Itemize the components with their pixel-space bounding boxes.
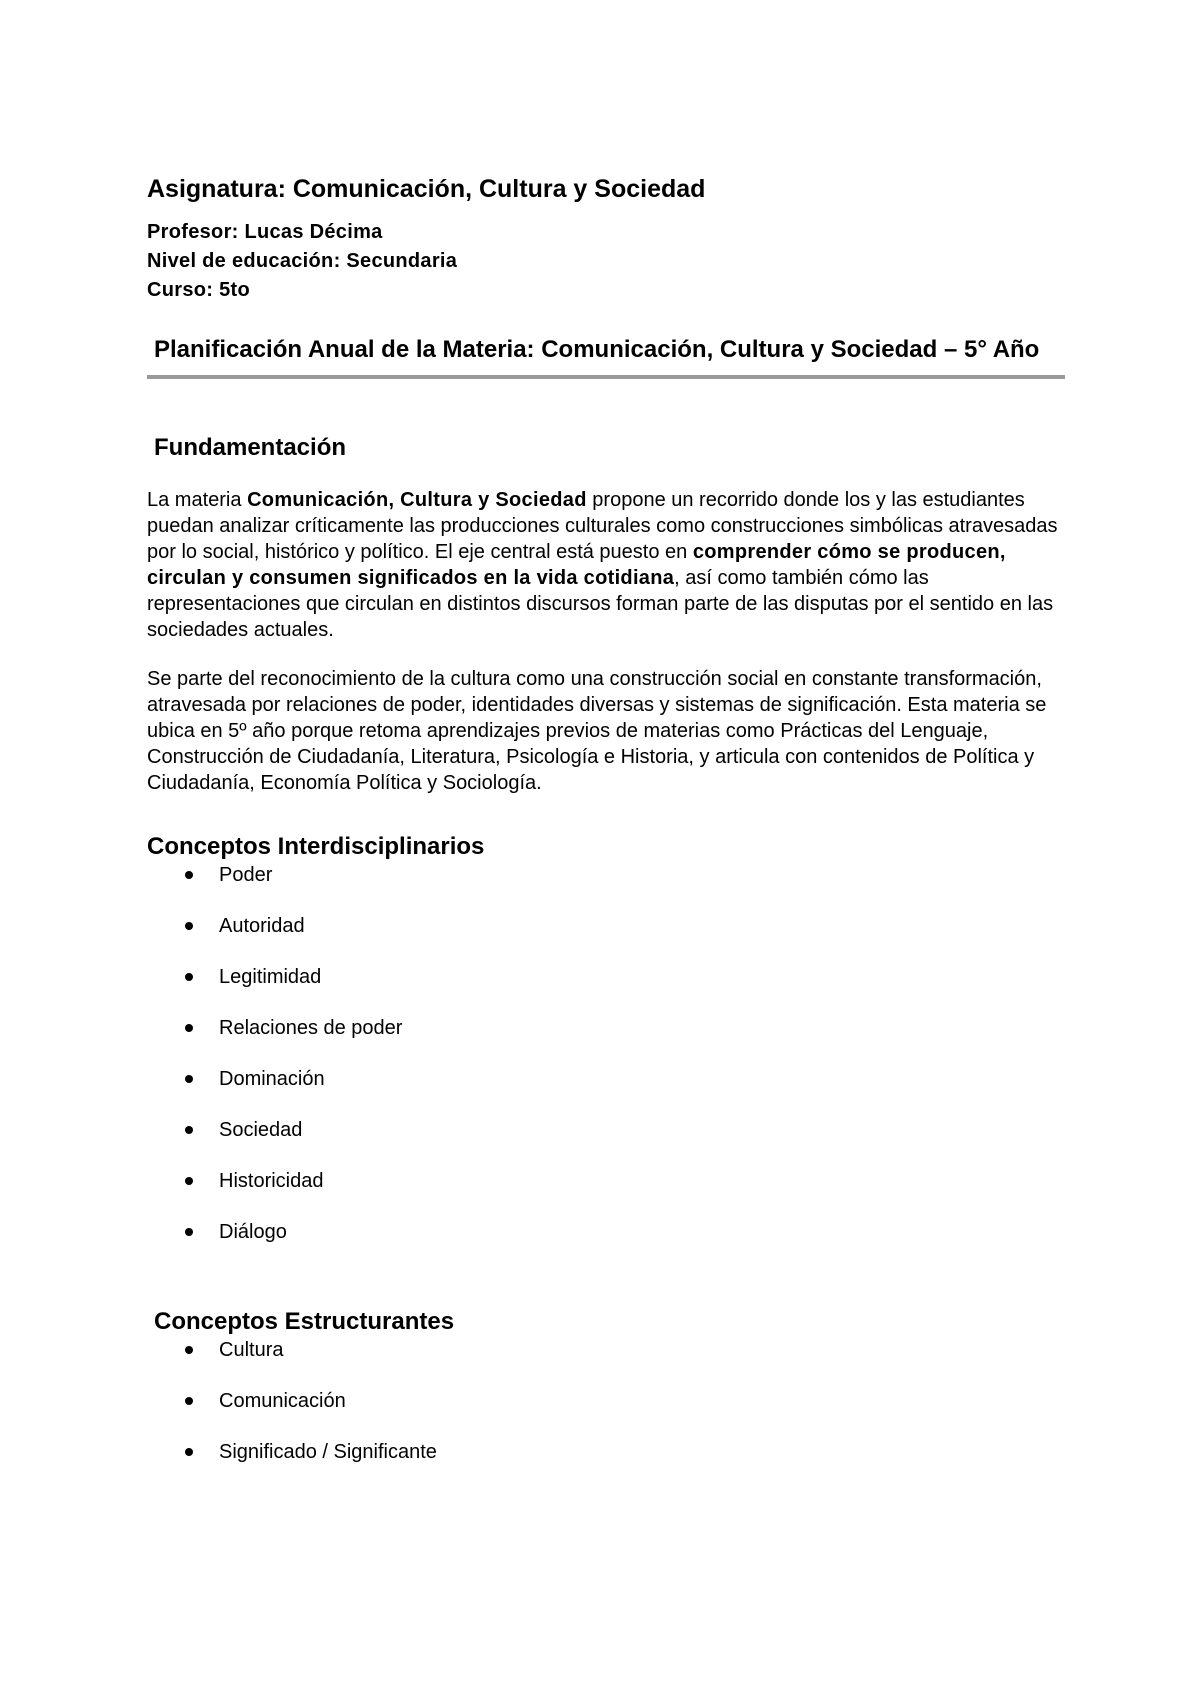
bullet-icon bbox=[185, 1177, 193, 1185]
bullet-icon bbox=[185, 1075, 193, 1083]
p1-text-3: , así como también cómo las representaciones que circulan en distintos discursos forman parte de las disputas por el sentido en las sociedades actuales. bbox=[147, 567, 1054, 641]
bullet-icon bbox=[185, 922, 193, 930]
list-item-label: Significado / Significante bbox=[219, 1441, 437, 1463]
list-item-label: Poder bbox=[219, 864, 273, 886]
list-item bbox=[147, 1388, 1067, 1414]
course-info bbox=[147, 218, 1067, 305]
document-content bbox=[147, 172, 1067, 1465]
subject-title: Asignatura: Comunicación, Cultura y Sociedad bbox=[147, 175, 706, 203]
bullet-icon bbox=[185, 1024, 193, 1032]
p1-text-1: La materia bbox=[147, 489, 248, 511]
list-item bbox=[147, 1168, 1067, 1194]
fundamentacion-heading: Fundamentación bbox=[154, 434, 347, 461]
list-item-label: Historicidad bbox=[219, 1170, 324, 1192]
bullet-icon bbox=[185, 1228, 193, 1236]
list-item bbox=[147, 1015, 1067, 1041]
bullet-icon bbox=[185, 871, 193, 879]
estructurantes-heading: Conceptos Estructurantes bbox=[154, 1308, 455, 1335]
p1-bold-subject: Comunicación, Cultura y Sociedad bbox=[247, 489, 587, 511]
estructurantes-list bbox=[147, 1337, 1067, 1465]
list-item bbox=[147, 964, 1067, 990]
list-item bbox=[147, 1439, 1067, 1465]
list-item bbox=[147, 913, 1067, 939]
teacher-line: Profesor: Lucas Décima bbox=[147, 221, 383, 243]
p1-bold-focus: comprender cómo se producen, circulan y consumen significados en la vida cotidiana bbox=[147, 541, 1006, 589]
interdisciplinarios-heading: Conceptos Interdisciplinarios bbox=[147, 833, 485, 860]
list-item-label: Relaciones de poder bbox=[219, 1017, 403, 1039]
list-item-label: Autoridad bbox=[219, 915, 305, 937]
course-line: Curso: 5to bbox=[147, 279, 250, 301]
list-item bbox=[147, 1337, 1067, 1363]
list-item-label: Comunicación bbox=[219, 1390, 346, 1412]
bullet-icon bbox=[185, 1346, 193, 1354]
list-item-label: Diálogo bbox=[219, 1221, 287, 1243]
list-item bbox=[147, 1219, 1067, 1245]
level-line: Nivel de educación: Secundaria bbox=[147, 250, 458, 272]
p1-text-2: propone un recorrido donde los y las estudiantes puedan analizar críticamente las producciones culturales como construcciones simbólicas atravesadas por lo social, histórico y político. El eje central está puesto en bbox=[147, 489, 1058, 563]
list-item bbox=[147, 862, 1067, 888]
list-item bbox=[147, 1066, 1067, 1092]
horizontal-divider bbox=[147, 375, 1065, 379]
interdisciplinarios-list bbox=[147, 862, 1067, 1245]
list-item-label: Legitimidad bbox=[219, 966, 322, 988]
bullet-icon bbox=[185, 1448, 193, 1456]
fundamentacion-paragraph-2: Se parte del reconocimiento de la cultura como una construcción social en constante transformación, atravesada por relaciones de poder, identidades diversas y sistemas de significación. Esta materia se ubica en 5º año porque retoma aprendizajes previos de materias como Prácticas del Lenguaje, Construcción de Ciudadanía, Literatura, Psicología e Historia, y articula con contenidos de Política y Ciudadanía, Economía Política y Sociología. bbox=[147, 668, 1047, 794]
plan-title: Planificación Anual de la Materia: Comunicación, Cultura y Sociedad – 5° Año bbox=[154, 336, 1040, 363]
bullet-icon bbox=[185, 973, 193, 981]
bullet-icon bbox=[185, 1397, 193, 1405]
fundamentacion-paragraph-1 bbox=[147, 487, 1067, 643]
list-item-label: Cultura bbox=[219, 1339, 284, 1361]
bullet-icon bbox=[185, 1126, 193, 1134]
list-item bbox=[147, 1117, 1067, 1143]
list-item-label: Sociedad bbox=[219, 1119, 303, 1141]
list-item-label: Dominación bbox=[219, 1068, 325, 1090]
